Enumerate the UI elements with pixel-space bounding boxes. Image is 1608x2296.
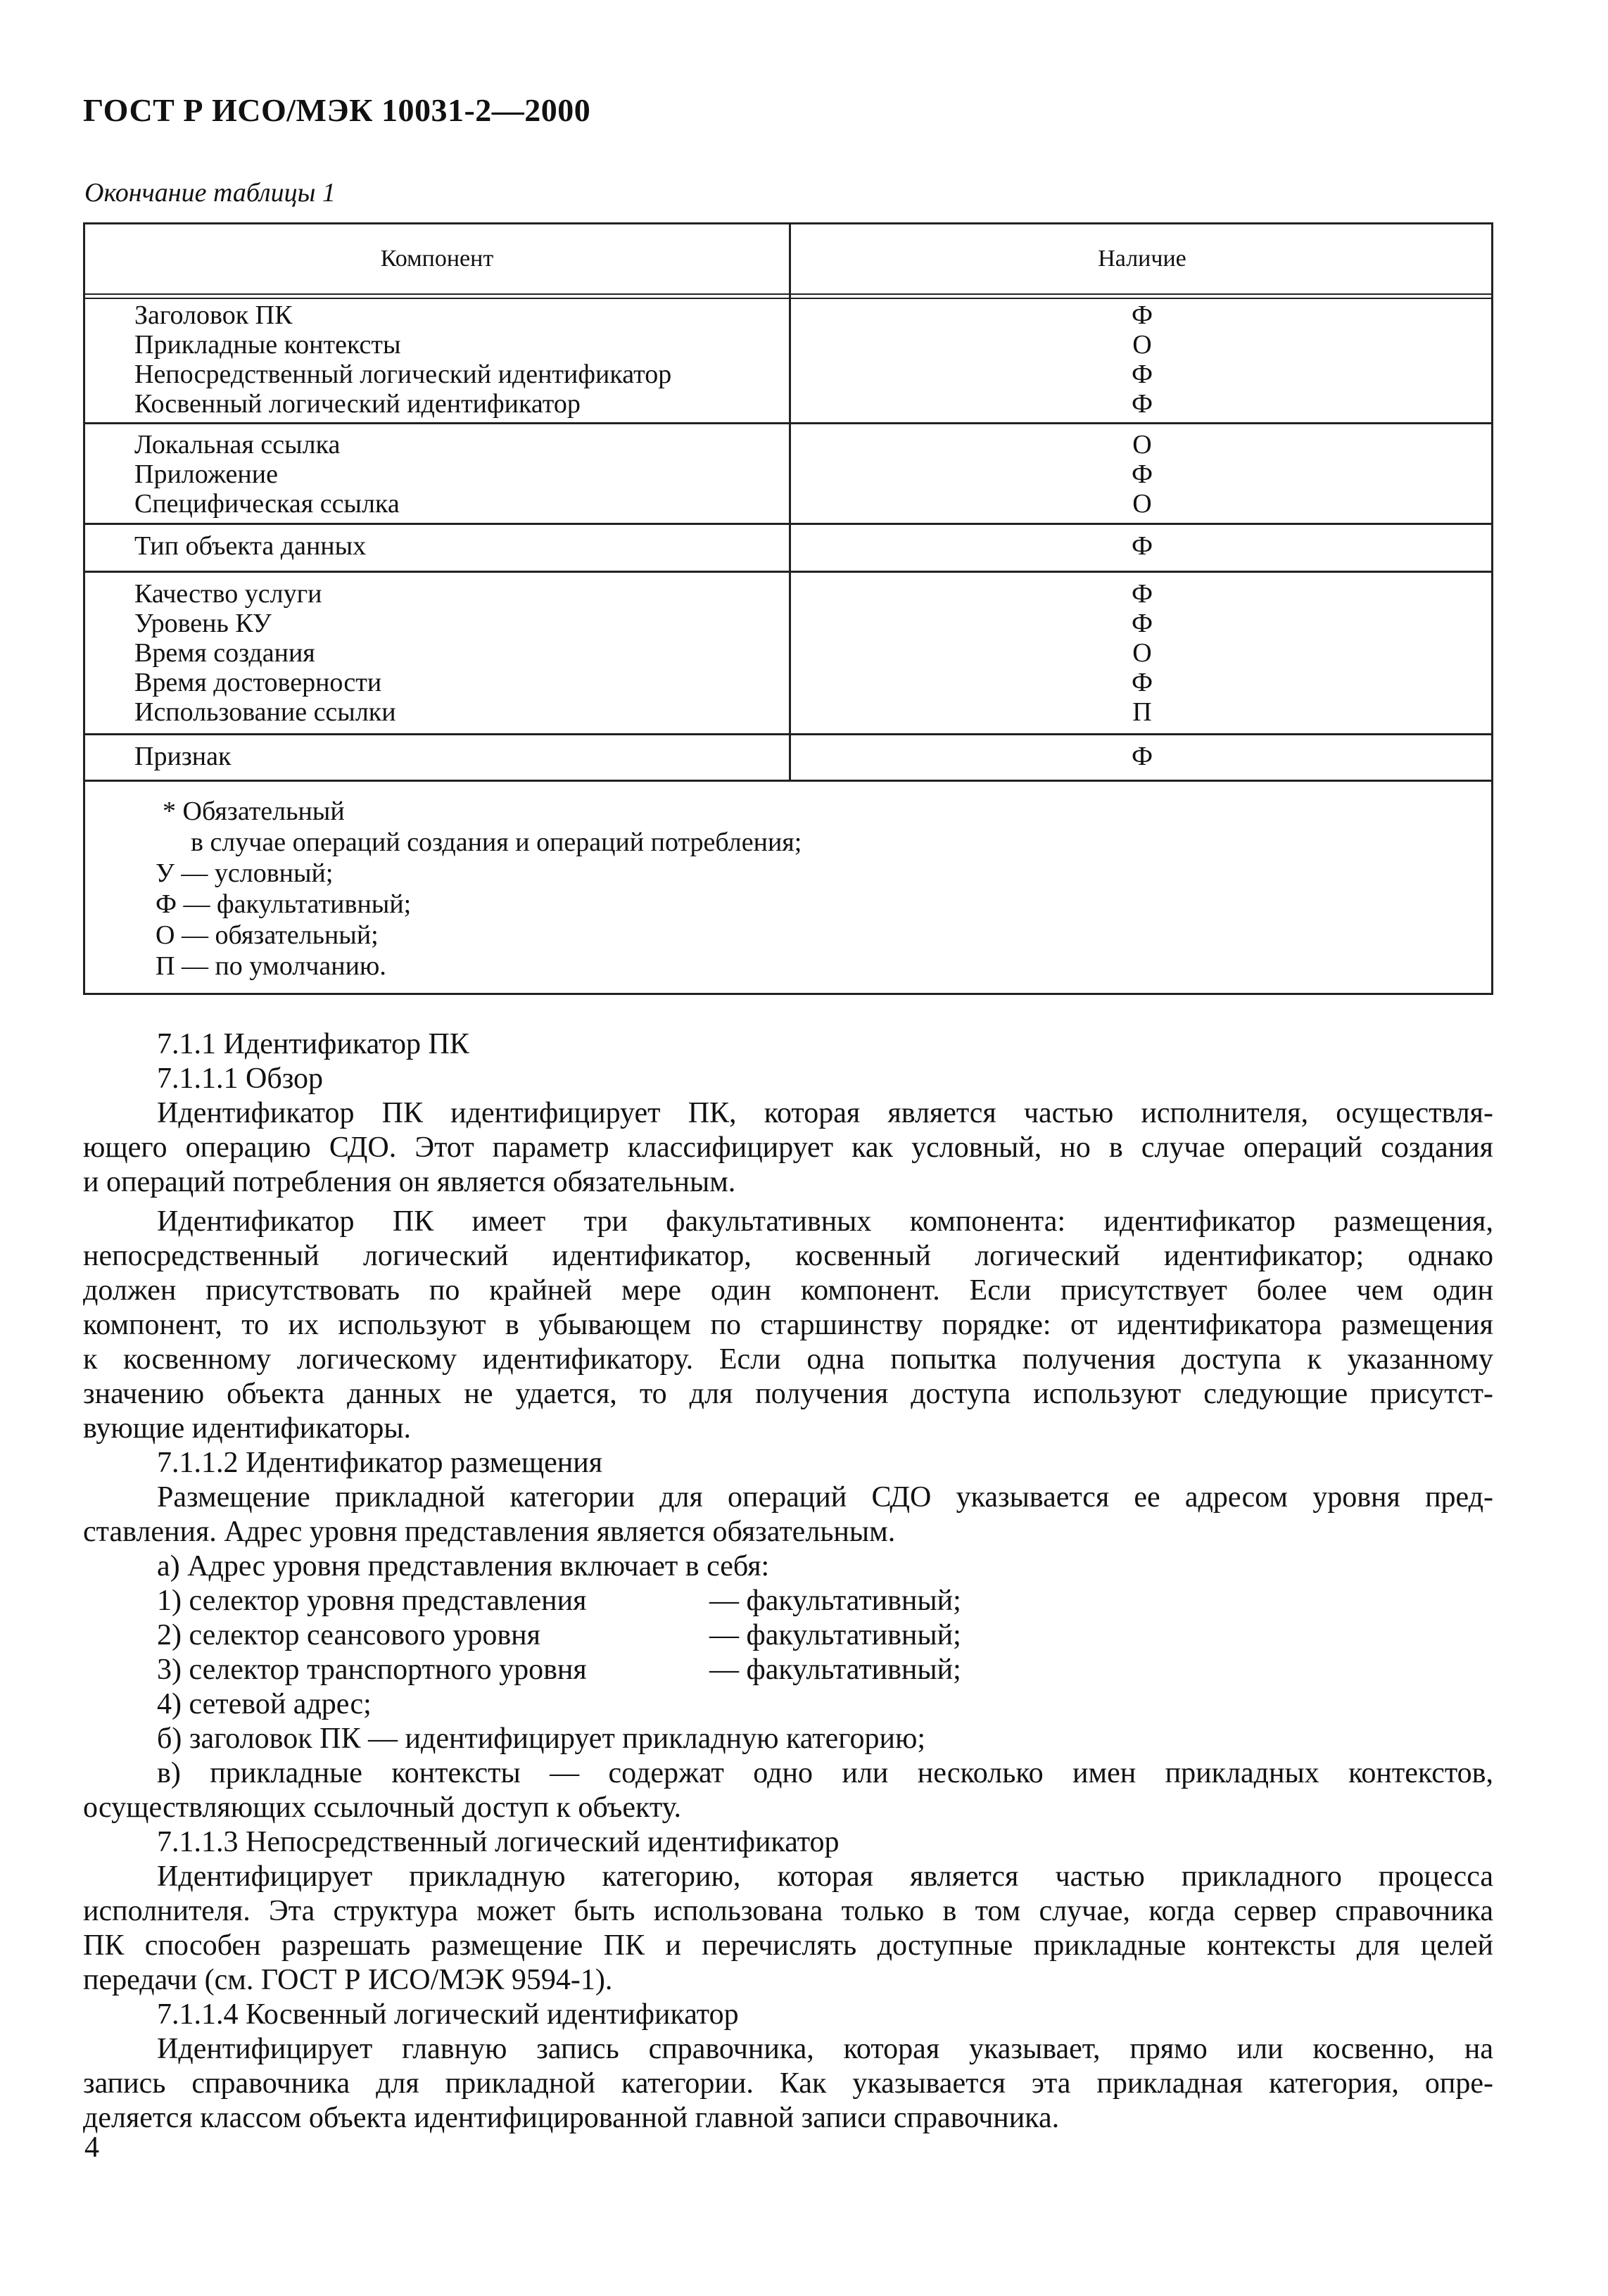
section-heading-7-1-1-2: 7.1.1.2 Идентификатор размещения: [157, 1447, 603, 1479]
sublist-status: — факультативный;: [709, 1619, 961, 1651]
paragraph-line: запись справочника для прикладной категории. Как указывается эта прикладная категория, опре-: [83, 2067, 1493, 2100]
note-line: в случае операций создания и операций потребления;: [191, 827, 802, 857]
section-heading-7-1-1: 7.1.1 Идентификатор ПК: [157, 1028, 469, 1060]
notes-divider: [85, 780, 1491, 782]
note-line: О — обязательный;: [156, 920, 379, 950]
paragraph-line: должен присутствовать по крайней мере один компонент. Если присутствует более чем один: [83, 1274, 1493, 1307]
group-divider: [85, 571, 1491, 573]
section-heading-7-1-1-1: 7.1.1.1 Обзор: [157, 1063, 324, 1095]
paragraph-line: деляется классом объекта идентифицированной главной записи справочника.: [83, 2102, 1060, 2134]
sublist-item: 4) сетевой адрес;: [157, 1688, 372, 1720]
table-row: Время достоверности Ф: [134, 668, 1153, 697]
table-row: Уровень КУ Ф: [134, 609, 1153, 638]
table-row: Признак Ф: [134, 742, 1153, 771]
paragraph-line: и операций потребления он является обязательным.: [83, 1166, 736, 1198]
list-item-b: б) заголовок ПК — идентифицирует прикладную категорию;: [157, 1723, 925, 1755]
sublist-item: 2) селектор сеансового уровня: [157, 1619, 540, 1651]
table-row: Качество услуги Ф: [134, 579, 1153, 609]
header-divider: [85, 293, 1491, 299]
paragraph-line: вующие идентификаторы.: [83, 1412, 412, 1445]
paragraph-line: компонент, то их используют в убывающем по старшинству порядке: от идентификатора размещения: [83, 1309, 1493, 1341]
section-heading-7-1-1-3: 7.1.1.3 Непосредственный логический идентификатор: [157, 1826, 840, 1858]
table-row: Локальная ссылка О: [134, 430, 1152, 459]
table-row: Использование ссылки П: [134, 697, 1152, 727]
paragraph-line: исполнителя. Эта структура может быть использована только в том случае, когда сервер справочника: [83, 1895, 1493, 1927]
paragraph-line: Идентифицирует прикладную категорию, которая является частью прикладного процесса: [157, 1860, 1493, 1893]
components-table: [83, 222, 1493, 995]
group-divider: [85, 523, 1491, 525]
sublist-item: 1) селектор уровня представления: [157, 1585, 587, 1617]
paragraph-line: непосредственный логический идентификатор, косвенный логический идентификатор; однако: [83, 1240, 1493, 1272]
table-row: Приложение Ф: [134, 459, 1153, 489]
paragraph-line: Идентифицирует главную запись справочника, которая указывает, прямо или косвенно, на: [157, 2033, 1493, 2065]
paragraph-line: к косвенному логическому идентификатору. Если одна попытка получения доступа к указанному: [83, 1343, 1493, 1376]
table-header-presence: Наличие: [1098, 246, 1186, 272]
table-row: Заголовок ПК Ф: [134, 300, 1153, 330]
list-item-c: в) прикладные контексты — содержат одно или несколько имен прикладных контекстов,: [157, 1757, 1493, 1789]
table-caption: Окончание таблицы 1: [84, 178, 336, 208]
document-header: ГОСТ Р ИСО/МЭК 10031-2—2000: [83, 92, 591, 128]
paragraph-line: ющего операцию СДО. Этот параметр классифицирует как условный, но в случае операций создания: [83, 1131, 1493, 1164]
list-item-a: а) Адрес уровня представления включает в себя:: [157, 1550, 770, 1583]
table-row: Прикладные контексты О: [134, 330, 1152, 360]
table-row: Специфическая ссылка О: [134, 489, 1152, 519]
table-row: Тип объекта данных Ф: [134, 531, 1153, 561]
paragraph-line: передачи (см. ГОСТ Р ИСО/МЭК 9594-1).: [83, 1964, 613, 1996]
table-row: Непосредственный логический идентификатор Ф: [134, 360, 1153, 389]
paragraph-line: ставления. Адрес уровня представления является обязательным.: [83, 1516, 896, 1548]
paragraph-line: ПК способен разрешать размещение ПК и перечислять доступные прикладные контексты для целей: [83, 1929, 1493, 1962]
group-divider: [85, 422, 1491, 424]
group-divider: [85, 733, 1491, 735]
note-line: У — условный;: [156, 858, 334, 888]
table-row: Косвенный логический идентификатор Ф: [134, 389, 1153, 419]
paragraph-line: Идентификатор ПК имеет три факультативных компонента: идентификатор размещения,: [157, 1205, 1493, 1238]
sublist-status: — факультативный;: [709, 1585, 961, 1617]
section-heading-7-1-1-4: 7.1.1.4 Косвенный логический идентификатор: [157, 1998, 739, 2031]
table-header-component: Компонент: [380, 246, 494, 272]
note-line: Ф — факультативный;: [156, 889, 412, 919]
note-line: * Обязательный: [163, 797, 345, 826]
paragraph-line: Идентификатор ПК идентифицирует ПК, которая является частью исполнителя, осуществля-: [157, 1097, 1493, 1129]
note-line: П — по умолчанию.: [156, 951, 386, 981]
paragraph-line: Размещение прикладной категории для операций СДО указывается ее адресом уровня пред-: [157, 1481, 1493, 1514]
paragraph-line: значению объекта данных не удается, то для получения доступа используют следующие присутст-: [83, 1378, 1493, 1410]
page-number: 4: [84, 2131, 99, 2164]
sublist-status: — факультативный;: [709, 1654, 961, 1686]
list-item-c-cont: осуществляющих ссылочный доступ к объекту.: [83, 1791, 681, 1824]
table-row: Время создания О: [134, 638, 1152, 668]
sublist-item: 3) селектор транспортного уровня: [157, 1654, 587, 1686]
